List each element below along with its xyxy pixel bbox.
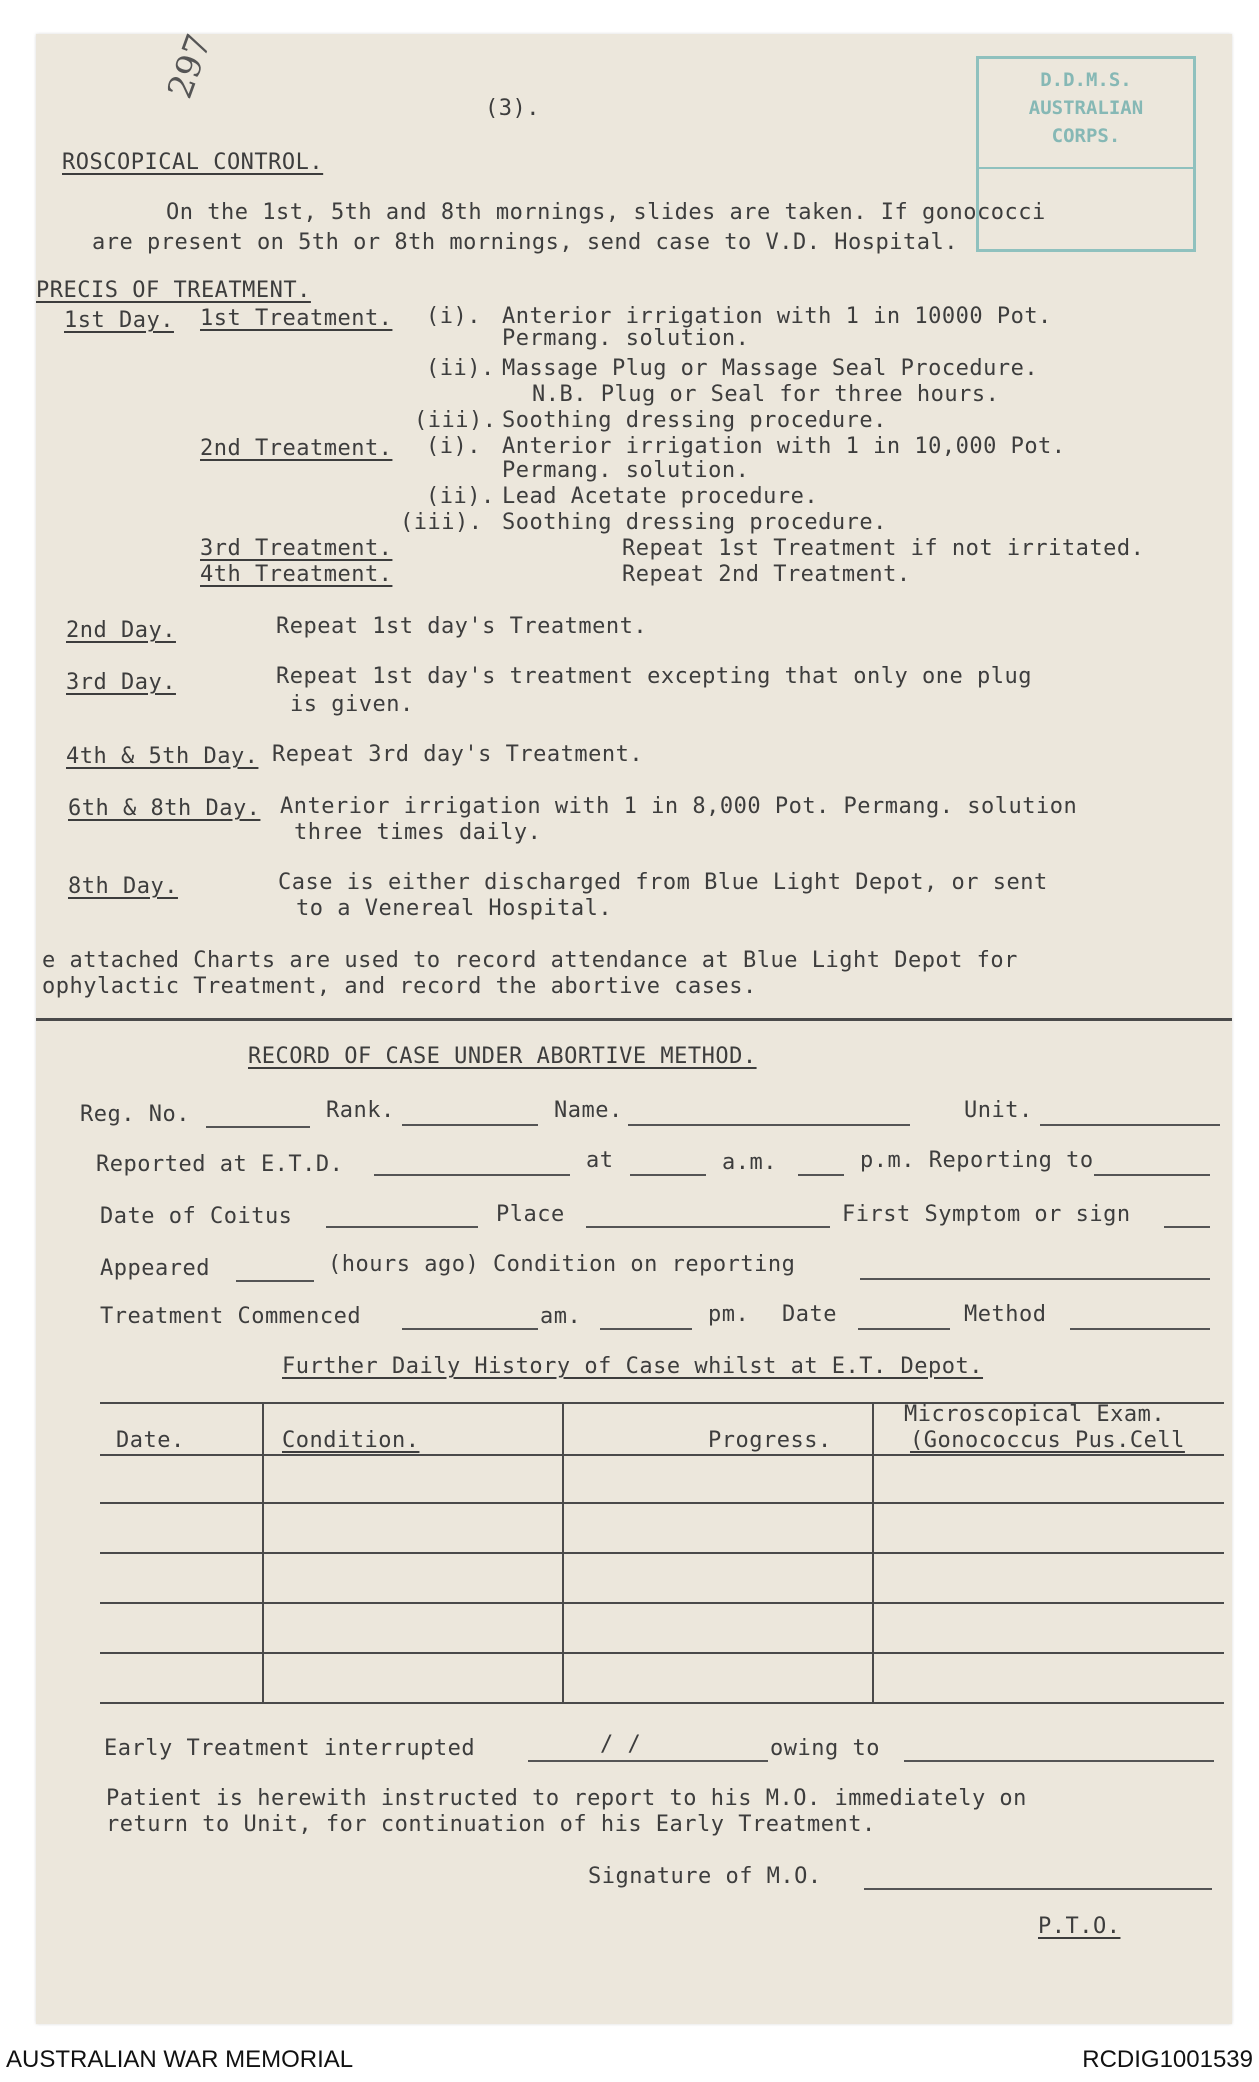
t2-iii-num: (iii). bbox=[400, 510, 483, 535]
condition-reporting-blank bbox=[860, 1278, 1210, 1280]
hours-ago-label: (hours ago) Condition on reporting bbox=[328, 1252, 796, 1277]
precis-heading: PRECIS OF TREATMENT. bbox=[36, 278, 311, 303]
day3-label: 3rd Day. bbox=[66, 670, 176, 695]
stamp-line-1: D.D.M.S. bbox=[1040, 69, 1132, 91]
signature-label: Signature of M.O. bbox=[588, 1864, 822, 1889]
at-label: at bbox=[586, 1148, 614, 1173]
day8-text-2: to a Venereal Hospital. bbox=[296, 896, 613, 921]
col-header-micro-2: (Gonococcus Pus.Cell bbox=[910, 1428, 1185, 1453]
date-coitus-blank bbox=[326, 1226, 478, 1228]
first-symptom-blank bbox=[1164, 1226, 1210, 1228]
owing-to-label: owing to bbox=[770, 1736, 880, 1761]
stamp-line-3: CORPS. bbox=[1051, 125, 1121, 147]
treatment-am-blank bbox=[402, 1328, 538, 1330]
day68-text-1: Anterior irrigation with 1 in 8,000 Pot. Permang. solution bbox=[280, 794, 1078, 819]
reported-blank bbox=[374, 1174, 570, 1176]
day45-text: Repeat 3rd day's Treatment. bbox=[272, 742, 644, 767]
microscopical-line-2: are present on 5th or 8th mornings, send case to V.D. Hospital. bbox=[92, 230, 958, 255]
name-label: Name. bbox=[554, 1098, 623, 1123]
t2-ii-a: Lead Acetate procedure. bbox=[502, 484, 819, 509]
rank-label: Rank. bbox=[326, 1098, 395, 1123]
day2-text: Repeat 1st day's Treatment. bbox=[276, 614, 648, 639]
t1-label: 1st Treatment. bbox=[200, 306, 393, 331]
first-symptom-label: First Symptom or sign bbox=[842, 1202, 1131, 1227]
t1-ii-a: Massage Plug or Massage Seal Procedure. bbox=[502, 356, 1039, 381]
reporting-to-blank bbox=[1094, 1174, 1210, 1176]
method-blank bbox=[1070, 1328, 1210, 1330]
record-heading: RECORD OF CASE UNDER ABORTIVE METHOD. bbox=[248, 1044, 757, 1069]
t1-iii-num: (iii). bbox=[414, 408, 497, 433]
t2-label: 2nd Treatment. bbox=[200, 436, 393, 461]
further-history-heading: Further Daily History of Case whilst at E.T. Depot. bbox=[282, 1354, 984, 1379]
t3-text: Repeat 1st Treatment if not irritated. bbox=[622, 536, 1145, 561]
col-header-condition: Condition. bbox=[282, 1428, 420, 1453]
footer-record-id: RCDIG1001539 bbox=[1082, 2046, 1253, 2073]
t2-i-num: (i). bbox=[426, 434, 481, 459]
footer-archive-name: AUSTRALIAN WAR MEMORIAL bbox=[6, 2046, 354, 2073]
t1-ii-b: N.B. Plug or Seal for three hours. bbox=[532, 382, 1000, 407]
rank-blank bbox=[402, 1124, 538, 1126]
appeared-label: Appeared bbox=[100, 1256, 210, 1281]
unit-label: Unit. bbox=[964, 1098, 1033, 1123]
name-blank bbox=[628, 1124, 910, 1126]
section-divider bbox=[36, 1018, 1232, 1021]
date-label: Date bbox=[782, 1302, 837, 1327]
page-number: (3). bbox=[485, 96, 540, 121]
day45-label: 4th & 5th Day. bbox=[66, 744, 259, 769]
pm2-label: pm. bbox=[708, 1302, 750, 1327]
microscopical-line-1: On the 1st, 5th and 8th mornings, slides are taken. If gonococci bbox=[166, 200, 1046, 225]
reported-label: Reported at E.T.D. bbox=[96, 1152, 344, 1177]
interrupted-label: Early Treatment interrupted bbox=[104, 1736, 476, 1761]
t2-i-b: Permang. solution. bbox=[502, 458, 750, 483]
col-header-date: Date. bbox=[116, 1428, 185, 1453]
stamp-line-2: AUSTRALIAN bbox=[1028, 97, 1144, 119]
treatment-commenced-label: Treatment Commenced bbox=[100, 1304, 362, 1329]
date-coitus-label: Date of Coitus bbox=[100, 1204, 293, 1229]
t4-label: 4th Treatment. bbox=[200, 562, 393, 587]
note-line-2: ophylactic Treatment, and record the abortive cases. bbox=[42, 974, 757, 999]
owing-to-blank bbox=[904, 1760, 1214, 1762]
pto-label: P.T.O. bbox=[1038, 1914, 1121, 1939]
treatment-pm-blank bbox=[600, 1328, 692, 1330]
day3-text-2: is given. bbox=[290, 692, 414, 717]
reg-no-label: Reg. No. bbox=[80, 1102, 190, 1127]
day68-label: 6th & 8th Day. bbox=[68, 796, 261, 821]
place-blank bbox=[586, 1226, 830, 1228]
t1-iii-a: Soothing dressing procedure. bbox=[502, 408, 887, 433]
pm-reporting-label: p.m. Reporting to bbox=[860, 1148, 1094, 1173]
reg-no-blank bbox=[206, 1126, 310, 1128]
col-header-progress: Progress. bbox=[708, 1428, 832, 1453]
t1-i-num: (i). bbox=[426, 304, 481, 329]
am-label: a.m. bbox=[722, 1150, 777, 1175]
t1-i-b: Permang. solution. bbox=[502, 326, 750, 351]
t4-text: Repeat 2nd Treatment. bbox=[622, 562, 911, 587]
microscopical-heading: ROSCOPICAL CONTROL. bbox=[62, 150, 324, 175]
t2-ii-num: (ii). bbox=[426, 484, 495, 509]
unit-blank bbox=[1040, 1124, 1220, 1126]
col-header-micro-1: Microscopical Exam. bbox=[904, 1402, 1166, 1427]
t1-ii-num: (ii). bbox=[426, 356, 495, 381]
t1-i-a: Anterior irrigation with 1 in 10000 Pot. bbox=[502, 304, 1052, 329]
am-blank bbox=[798, 1174, 844, 1176]
day68-text-2: three times daily. bbox=[294, 820, 542, 845]
method-label: Method bbox=[964, 1302, 1047, 1327]
note-line-1: e attached Charts are used to record attendance at Blue Light Depot for bbox=[42, 948, 1018, 973]
day8-label: 8th Day. bbox=[68, 874, 178, 899]
interrupted-date-blank bbox=[528, 1760, 768, 1762]
appeared-blank bbox=[236, 1280, 314, 1282]
place-label: Place bbox=[496, 1202, 565, 1227]
interrupted-date: / / bbox=[600, 1732, 642, 1757]
t2-i-a: Anterior irrigation with 1 in 10,000 Pot. bbox=[502, 434, 1066, 459]
day1-label: 1st Day. bbox=[64, 308, 174, 333]
patient-instruction-1: Patient is herewith instructed to report to his M.O. immediately on bbox=[106, 1786, 1027, 1811]
date-blank bbox=[858, 1328, 950, 1330]
t3-label: 3rd Treatment. bbox=[200, 536, 393, 561]
day3-text-1: Repeat 1st day's treatment excepting that only one plug bbox=[276, 664, 1032, 689]
t2-iii-a: Soothing dressing procedure. bbox=[502, 510, 887, 535]
patient-instruction-2: return to Unit, for continuation of his Early Treatment. bbox=[106, 1812, 876, 1837]
day2-label: 2nd Day. bbox=[66, 618, 176, 643]
handwritten-number: 297 bbox=[160, 29, 220, 104]
am2-label: am. bbox=[540, 1304, 582, 1329]
at-blank bbox=[630, 1174, 706, 1176]
signature-blank bbox=[864, 1888, 1212, 1890]
day8-text-1: Case is either discharged from Blue Light Depot, or sent bbox=[278, 870, 1048, 895]
